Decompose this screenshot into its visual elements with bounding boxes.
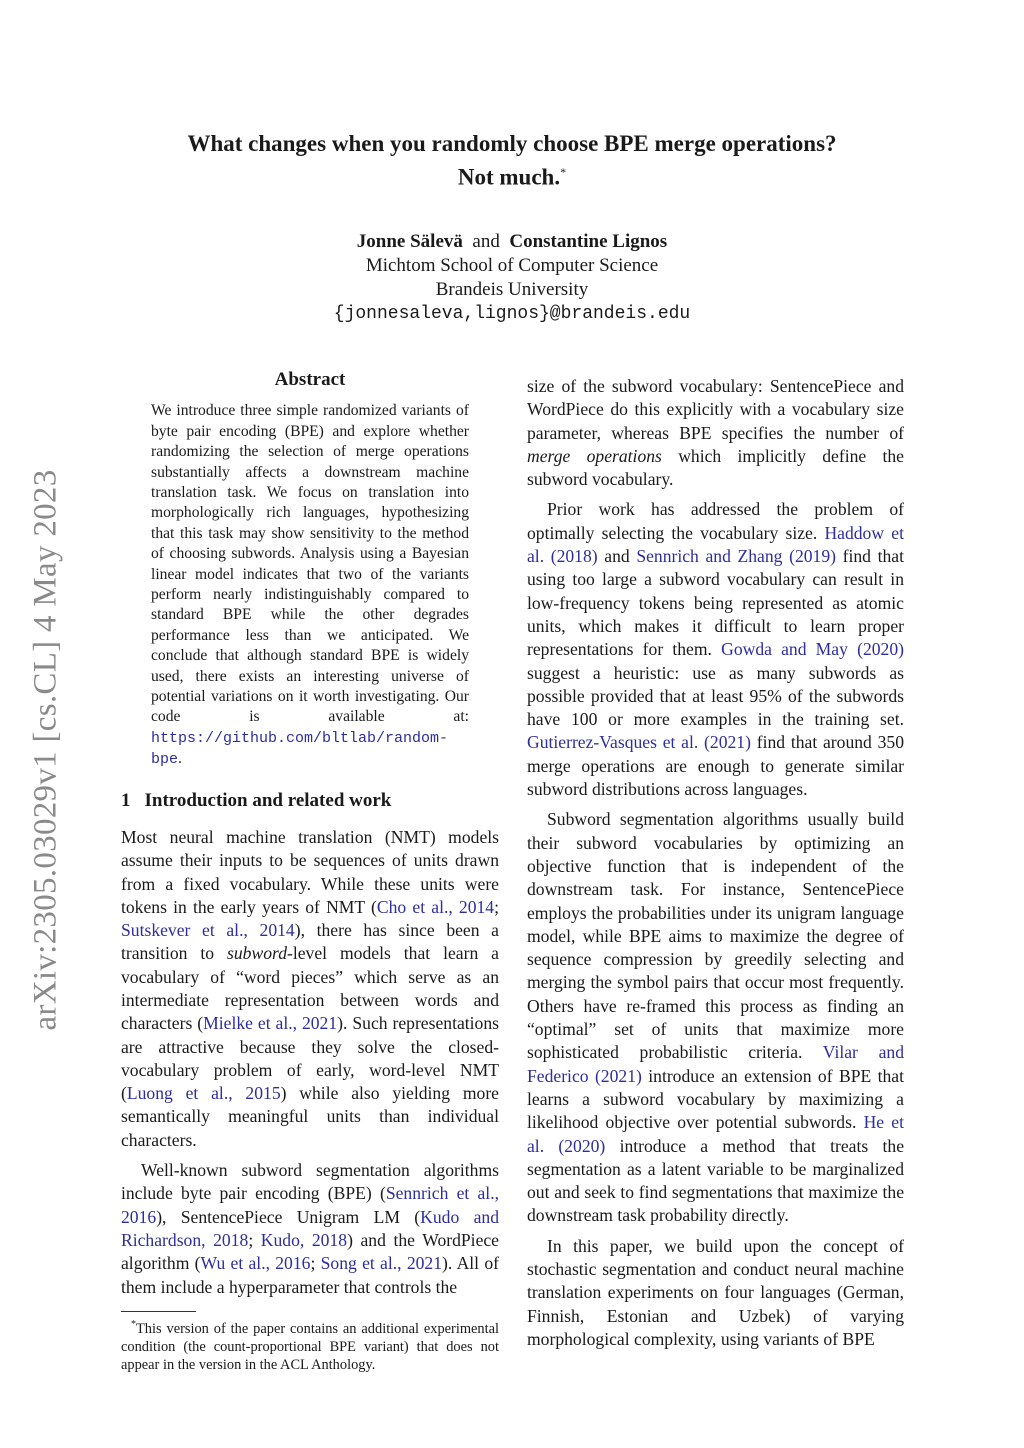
- paper-title: What changes when you randomly choose BPE merge operations? Not much.*: [187, 131, 837, 190]
- right-column: [527, 368, 904, 1351]
- author-block: [120, 230, 904, 326]
- citation-link[interactable]: Haddow et al. (2018): [527, 522, 904, 567]
- arxiv-identifier: arXiv:2305.03029v1 [cs.CL] 4 May 2023: [27, 469, 64, 1031]
- title-footnote-mark: *: [560, 165, 567, 179]
- arxiv-sidebar: [18, 450, 74, 1050]
- citation-link[interactable]: Song et al., 2021: [320, 1253, 443, 1274]
- title-block: [120, 130, 904, 326]
- abstract-heading: Abstract: [274, 369, 346, 390]
- right-paragraph-1: size of the subword vocabulary: SentencePiece and WordPiece do this explicitly with a vocabulary size parameter, whereas BPE specifies the number of merge operations which implicitly define the subword vocabulary.: [527, 376, 904, 490]
- left-column: [121, 368, 499, 1374]
- citation-link[interactable]: Sutskever et al., 2014: [121, 920, 295, 941]
- author-2: Constantine Lignos: [509, 230, 668, 252]
- citation-link[interactable]: Vilar and Federico (2021): [527, 1042, 904, 1086]
- author-email: {jonnesaleva,lignos}@brandeis.edu: [333, 303, 691, 324]
- citation-link[interactable]: Luong et al., 2015: [126, 1083, 281, 1104]
- footnote-divider: [121, 1311, 196, 1312]
- author-1: Jonne Sälevä: [356, 230, 463, 252]
- citation-link[interactable]: Sennrich and Zhang (2019): [636, 546, 836, 567]
- citation-link[interactable]: Kudo, 2018: [260, 1229, 348, 1250]
- abstract-body: We introduce three simple randomized variants of byte pair encoding (BPE) and explore whether randomizing the selection of merge operations substantially affects a downstream machine translation task. We focus on translation into morphologically rich languages, hypothesizing that this task may show sensitivity to the method of choosing subwords. Analysis using a Bayesian linear model indicates that two of the variants perform nearly indistinguishably compared to standard BPE while the other degrades performance less than we anticipated. We conclude that although standard BPE is widely used, there exists an interesting universe of potential variations on it worth investigating. Our code is available at: https://github.com/bltlab/random-bpe.: [151, 402, 469, 769]
- citation-link[interactable]: He et al. (2020): [527, 1112, 904, 1156]
- citation-link[interactable]: Wu et al., 2016: [200, 1253, 311, 1274]
- code-link[interactable]: https://github.com/bltlab/random-bpe: [151, 729, 449, 769]
- citation-link[interactable]: Sennrich et al., 2016: [121, 1183, 499, 1227]
- section-heading: 1 Introduction and related work: [121, 789, 392, 811]
- citation-link[interactable]: Gowda and May (2020): [721, 639, 904, 660]
- footnote: *This version of the paper contains an additional experimental condition (the count-proportional BPE variant) that does not appear in the version in the ACL Anthology.: [121, 1318, 499, 1373]
- author-names: Jonne Sälevä and Constantine Lignos: [356, 230, 668, 252]
- intro-paragraph-2: Well-known subword segmentation algorithms include byte pair encoding (BPE) (Sennrich et al., 2016), SentencePiece Unigram LM (Kudo and Richardson, 2018; Kudo, 2018) and the WordPiece algorithm (Wu et al., 2016; Song et al., 2021). All of them include a hyperparameter that controls the: [121, 1160, 499, 1297]
- affiliation-line-1: Michtom School of Computer Science: [365, 254, 659, 276]
- citation-link[interactable]: Mielke et al., 2021: [203, 1013, 338, 1034]
- right-paragraph-3: Subword segmentation algorithms usually build their subword vocabularies by optimizing an objective function that is independent of the downstream task. For instance, SentencePiece employs the probabilities under its unigram language model, while BPE aims to maximize the degree of sequence compression by greedily selecting and merging the symbol pairs that occur most frequently. Others have re-framed this process as finding an “optimal” set of units that maximize more sophisticated probabilistic criteria. Vilar and Federico (2021) introduce an extension of BPE that learns a subword vocabulary by maximizing a likelihood objective over potential subwords. He et al. (2020) introduce a method that treats the segmentation as a latent variable to be marginalized out and seek to find segmentations that maximize the downstream task probability directly.: [527, 809, 905, 1226]
- right-paragraph-2: Prior work has addressed the problem of optimally selecting the vocabulary size. Haddow et al. (2018) and Sennrich and Zhang (2019) find that using too large a subword vocabulary can result in low-frequency tokens being represented as atomic units, which makes it difficult to learn proper representations for them. Gowda and May (2020) suggest a heuristic: use as many subwords as possible provided that at least 95% of the subwords have 100 or more examples in the training set. Gutierrez-Vasques et al. (2021) find that around 350 merge operations are enough to generate similar subword distributions across languages.: [527, 499, 904, 800]
- citation-link[interactable]: Gutierrez-Vasques et al. (2021): [527, 732, 751, 753]
- right-paragraph-4: In this paper, we build upon the concept of stochastic segmentation and conduct neural machine translation experiments on four languages (German, Finnish, Estonian and Uzbek) of varying morphological complexity, using variants of BPE: [527, 1235, 904, 1349]
- citation-link[interactable]: Cho et al., 2014: [376, 896, 495, 917]
- citation-link[interactable]: Kudo and Richardson, 2018: [121, 1206, 499, 1250]
- affiliation-line-2: Brandeis University: [435, 278, 589, 300]
- intro-paragraph-1: Most neural machine translation (NMT) models assume their inputs to be sequences of units drawn from a fixed vocabulary. While these units were tokens in the early years of NMT (Cho et al., 2014; Sutskever et al., 2014), there has since been a transition to subword-level models that learn a vocabulary of “word pieces” which serve as an intermediate representation between words and characters (Mielke et al., 2021). Such representations are attractive because they solve the closed-vocabulary problem of early, word-level NMT (Luong et al., 2015) while also yielding more semantically meaningful units than individual characters.: [121, 826, 499, 1150]
